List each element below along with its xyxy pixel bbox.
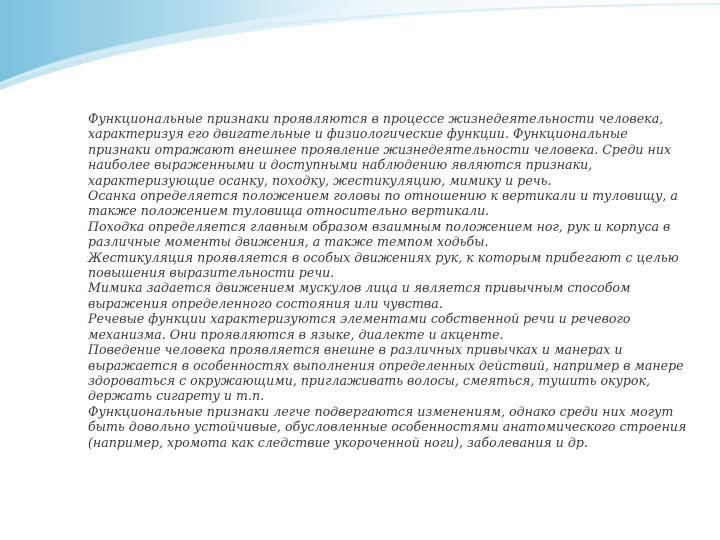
paragraph-posture: Осанка определяется положением головы по отношению к вертикали и туловищу, а также положением туловища относительно вертикали.: [88, 188, 678, 219]
paragraph-functional-features: Функциональные признаки проявляются в процессе жизнедеятельности человека, характеризуя его двигательные и физиологические функции. Функциональные признаки отражают внешнее проявление жизнедеятельности человека. Среди них наиболее выраженными и доступными наблюдению являются признаки, характеризующие осанку, походку, жестикуляцию, мимику и речь.: [88, 111, 672, 188]
decorative-swoosh: [0, 0, 720, 120]
paragraph-changeability: Функциональные признаки легче подвергаются изменениям, однако среди них могут быть довольно устойчивые, обусловленные особенностями анатомического строения (например, хромота как следствие укороченной ноги), заболевания и др.: [88, 403, 687, 450]
paragraph-speech: Речевые функции характеризуются элементами собственной речи и речевого механизма. Они проявляются в языке, диалекте и акценте.: [88, 311, 631, 342]
body-text: [88, 111, 688, 450]
paragraph-gestures: Жестикуляция проявляется в особых движениях рук, к которым прибегают с целью повышения выразительности речи.: [88, 249, 679, 281]
paragraph-gait: Походка определяется главным образом взаимным положением ног, рук и корпуса в различные моменты движения, а также темпом ходьбы.: [88, 218, 671, 250]
paragraph-behavior: Поведение человека проявляется внешне в различных привычках и манерах и выражается в особенностях выполнения определенных действий, например в манере здороваться с окружающими, приглаживать волосы, смеяться, тушить окурок, держать сигарету и т.п.: [88, 342, 684, 404]
paragraph-facial-expression: Мимика задается движением мускулов лица и является привычным способом выражения определенного состояния или чувства.: [88, 280, 631, 311]
